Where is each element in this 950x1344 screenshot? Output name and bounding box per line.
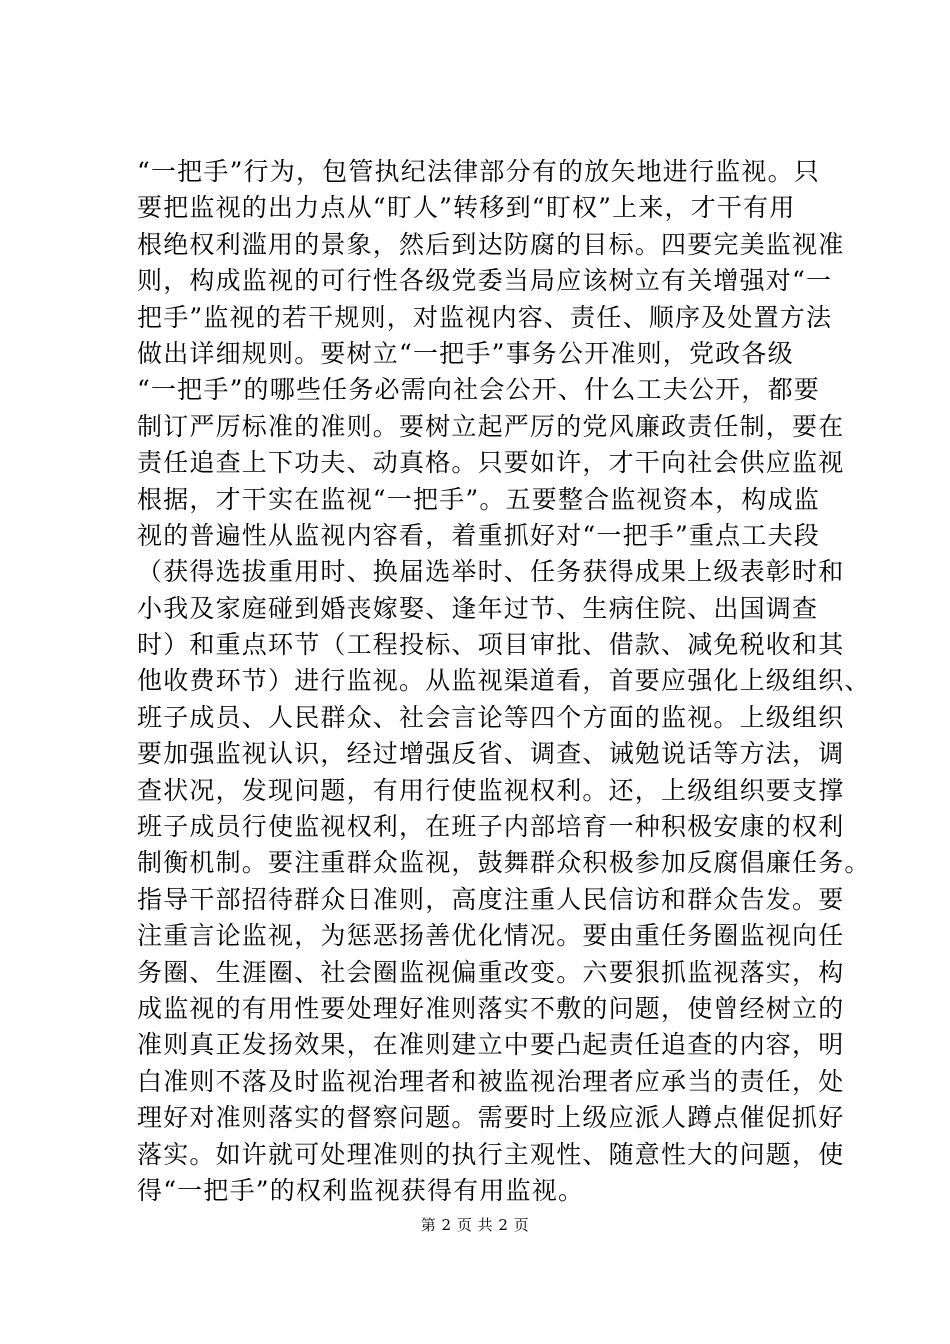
text-line: 班子成员、人民群众、社会言论等四个方面的监视。上级组织 xyxy=(137,702,845,732)
text-line: 班子成员行使监视权利，在班子内部培育一种积极安康的权利 xyxy=(137,812,845,842)
text-line: 责任追查上下功夫、动真格。只要如许，才干向社会供应监视 xyxy=(137,448,845,478)
text-line: “一把手”行为，包管执纪法律部分有的放矢地进行监视。只 xyxy=(137,157,820,186)
text-line: 要加强监视认识，经过增强反省、调查、诫勉说话等方法，调 xyxy=(137,739,845,769)
text-line: 把手”监视的若干规则，对监视内容、责任、顺序及处置方法 xyxy=(137,302,833,332)
text-line: 查状况，发现问题，有用行使监视权利。还，上级组织要支撑 xyxy=(137,775,845,805)
text-line: 指导干部招待群众日准则，高度注重人民信访和群众告发。要 xyxy=(137,884,845,914)
page-number-footer: 第 2 页 共 2 页 xyxy=(420,1216,530,1234)
text-line: 得“一把手”的权利监视获得有用监视。 xyxy=(137,1175,585,1205)
text-line: 做出详细规则。要树立“一把手”事务公开准则，党政各级 xyxy=(137,338,794,368)
text-line: 准则真正发扬效果，在准则建立中要凸起责任追查的内容，明 xyxy=(137,1030,845,1060)
text-line: 他收费环节）进行监视。从监视渠道看，首要应强化上级组织、 xyxy=(137,666,871,696)
text-line: 根据，才干实在监视“一把手”。五要整合监视资本，构成监 xyxy=(137,484,820,514)
text-line: （获得选拔重用时、换届选举时、任务获得成果上级表彰时和 xyxy=(137,557,845,587)
text-line: 务圈、生涯圈、社会圈监视偏重改变。六要狠抓监视落实，构 xyxy=(137,957,845,987)
text-line: 时）和重点环节（工程投标、项目审批、借款、减免税收和其 xyxy=(137,630,845,660)
text-line: 则，构成监视的可行性各级党委当局应该树立有关增强对“一 xyxy=(137,266,833,296)
text-line: 落实。如许就可处理准则的执行主观性、随意性大的问题，使 xyxy=(137,1139,845,1169)
text-line: 制衡机制。要注重群众监视，鼓舞群众积极参加反腐倡廉任务。 xyxy=(137,848,871,878)
text-line: 注重言论监视，为惩恶扬善优化情况。要由重任务圈监视向任 xyxy=(137,921,845,951)
text-line: 成监视的有用性要处理好准则落实不敷的问题，使曾经树立的 xyxy=(137,993,845,1023)
text-line: 制订严厉标准的准则。要树立起严厉的党风廉政责任制，要在 xyxy=(137,411,845,441)
text-line: 白准则不落及时监视治理者和被监视治理者应承当的责任，处 xyxy=(137,1066,845,1096)
text-line: 小我及家庭碰到婚丧嫁娶、逢年过节、生病住院、出国调查 xyxy=(137,593,819,623)
text-line: 要把监视的出力点从“盯人”转移到“盯权”上来，才干有用 xyxy=(137,193,796,223)
text-line: 理好对准则落实的督察问题。需要时上级应派人蹲点催促抓好 xyxy=(137,1103,845,1133)
text-line: 根绝权利滥用的景象，然后到达防腐的目标。四要完美监视准 xyxy=(137,229,845,259)
body-paragraph xyxy=(137,154,871,1209)
text-line: “一把手”的哪些任务必需向社会公开、什么工夫公开，都要 xyxy=(137,375,820,405)
text-line: 视的普遍性从监视内容看，着重抓好对“一把手”重点工夫段 xyxy=(137,520,820,550)
